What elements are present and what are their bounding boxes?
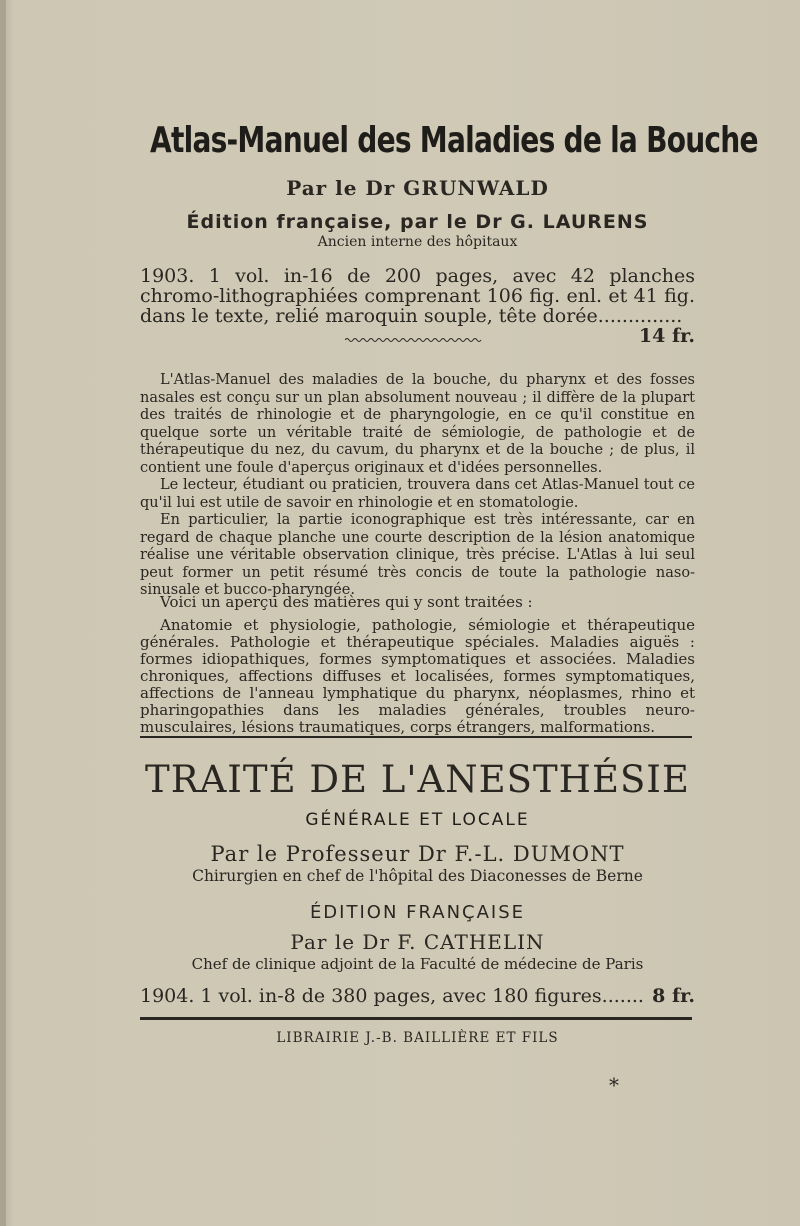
- book2-edition: ÉDITION FRANÇAISE: [309, 902, 526, 923]
- book2-price: 8 fr.: [652, 985, 695, 1007]
- description-paragraph-3: En particulier, la partie iconographique est très intéressante, car en regard de chaque planche une courte description de la lésion anatomique réalise une véritable observation clinique, très précise. L'Atlas à lui seul peut former un petit résumé très concis de toute la pathologie naso-sinusale et bucco-pharyngée.: [140, 512, 695, 598]
- footer-divider: [140, 1017, 692, 1020]
- ornament-squiggle: [345, 336, 485, 344]
- book2-details: [140, 985, 695, 1007]
- book1-edition: Édition française, par le Dr G. LAURENS: [186, 211, 649, 233]
- contents-list: Anatomie et physiologie, pathologie, sémiologie et thérapeutique générales. Pathologie et thérapeutique spéciales. Maladies aiguës : formes idiopathiques, formes symptomatiques et associées. Maladies chroniques, affections diffuses et localisées, formes symptomatiques, affections de l'anneau lymphatique du pharynx, néoplasmes, rhino et pharingopathies dans les maladies générales, troubles neuro-musculaires, lésions traumatiques, corps étrangers, malformations.: [140, 616, 695, 736]
- book2-subtitle: GÉNÉRALE ET LOCALE: [305, 810, 530, 830]
- book2-author-role: Chirurgien en chef de l'hôpital des Diaconesses de Berne: [192, 867, 643, 885]
- book1-contents: [140, 594, 695, 736]
- book2-translator-role: Chef de clinique adjoint de la Faculté de médecine de Paris: [191, 955, 644, 973]
- section-divider: [140, 736, 692, 738]
- contents-intro: Voici un aperçu des matières qui y sont traitées :: [160, 593, 533, 611]
- signature-mark: *: [609, 1073, 619, 1097]
- description-paragraph-1: L'Atlas-Manuel des maladies de la bouche, du pharynx et des fosses nasales est conçu sur un plan absolument nouveau ; il diffère de la plupart des traités de rhinologie et de pharyngologie, en ce qu'il constitue en quelque sorte un véritable traité de sémiologie, de pathologie et de thérapeutique du nez, du cavum, du pharynx et de la bouche ; de plus, il contient une foule d'aperçus originaux et d'idées personnelles.: [140, 372, 695, 476]
- publisher-name: LIBRAIRIE J.-B. BAILLIÈRE ET FILS: [276, 1030, 559, 1046]
- book1-details: [140, 266, 695, 346]
- book2-title: TRAITÉ DE L'ANESTHÉSIE: [145, 758, 690, 801]
- book2-author: Par le Professeur Dr F.-L. DUMONT: [210, 842, 625, 866]
- description-paragraph-2: Le lecteur, étudiant ou praticien, trouvera dans cet Atlas-Manuel tout ce qu'il lui est utile de savoir en rhinologie et en stomatologie.: [140, 477, 695, 511]
- binding-edge: [0, 0, 6, 1226]
- book1-details-text: 1903. 1 vol. in-16 de 200 pages, avec 42 planches chromo-lithographiées comprenant 106 fig. enl. et 41 fig. dans le texte, relié maroquin souple, tête dorée..............: [140, 265, 695, 327]
- book1-title: Atlas-Manuel des Maladies de la Bouche: [150, 120, 758, 161]
- book1-author: Par le Dr GRUNWALD: [286, 176, 549, 200]
- book1-price: 14 fr.: [638, 325, 695, 347]
- book2-translator: Par le Dr F. CATHELIN: [290, 930, 545, 954]
- book1-description: [140, 372, 695, 600]
- book2-details-text: 1904. 1 vol. in-8 de 380 pages, avec 180 figures.......: [140, 985, 644, 1007]
- book1-translator-role: Ancien interne des hôpitaux: [317, 234, 518, 250]
